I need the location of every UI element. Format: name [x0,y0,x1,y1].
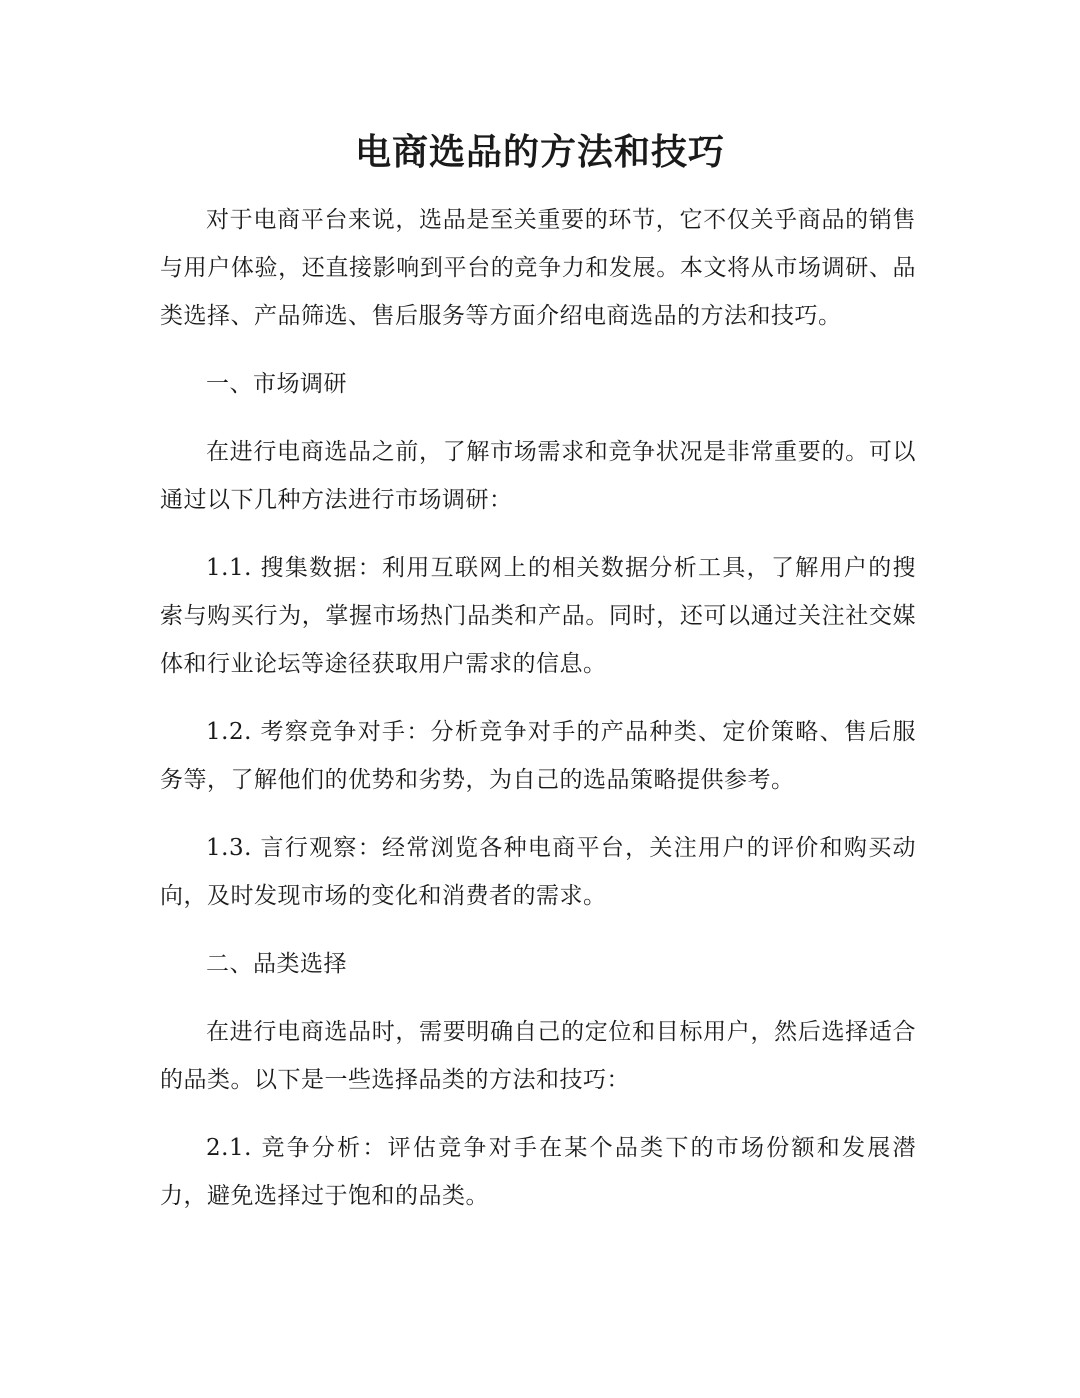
intro-paragraph: 对于电商平台来说，选品是至关重要的环节，它不仅关乎商品的销售与用户体验，还直接影响到平台的竞争力和发展。本文将从市场调研、品类选择、产品筛选、售后服务等方面介绍电商选品的方法和技巧。 [160,207,916,329]
list-item-competition-analysis: 2.1. 竞争分析：评估竞争对手在某个品类下的市场份额和发展潜力，避免选择过于饱和的品类。 [160,1135,916,1209]
section-heading-market-research: 一、市场调研 [206,371,347,397]
section-intro-category-selection: 在进行电商选品时，需要明确自己的定位和目标用户，然后选择适合的品类。以下是一些选择品类的方法和技巧： [160,1019,916,1093]
list-item-observation: 1.3. 言行观察：经常浏览各种电商平台，关注用户的评价和购买动向，及时发现市场的变化和消费者的需求。 [160,835,916,909]
document-body [160,196,916,1240]
list-item-competitors: 1.2. 考察竞争对手：分析竞争对手的产品种类、定价策略、售后服务等，了解他们的优势和劣势，为自己的选品策略提供参考。 [160,719,916,793]
section-heading-category-selection: 二、品类选择 [206,951,347,977]
section-intro-market-research: 在进行电商选品之前，了解市场需求和竞争状况是非常重要的。可以通过以下几种方法进行市场调研： [160,439,916,513]
list-item-collect-data: 1.1. 搜集数据：利用互联网上的相关数据分析工具，了解用户的搜索与购买行为，掌握市场热门品类和产品。同时，还可以通过关注社交媒体和行业论坛等途径获取用户需求的信息。 [160,555,916,677]
document-title: 电商选品的方法和技巧 [354,131,725,173]
